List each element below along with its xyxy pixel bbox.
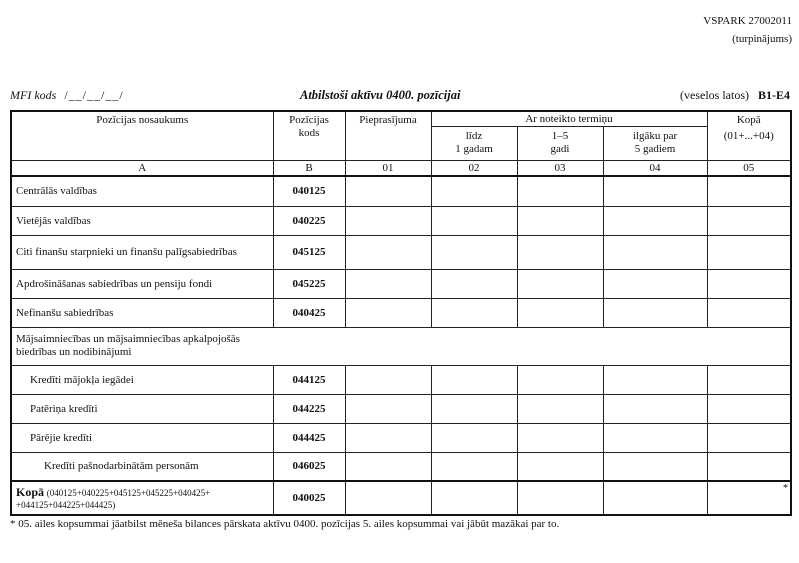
input-cell[interactable] [431, 235, 517, 269]
input-cell[interactable] [345, 235, 431, 269]
input-cell[interactable] [345, 452, 431, 481]
input-cell[interactable] [431, 481, 517, 515]
input-cell[interactable] [431, 176, 517, 206]
total-formula-line2: +044125+044225+044425) [16, 499, 116, 510]
input-cell[interactable] [603, 176, 707, 206]
section-heading: Mājsaimniecības un mājsaimniecības apkalpojošās biedrības un nodibinājumi [11, 327, 791, 365]
col-header-upto-1y: līdz 1 gadam [431, 127, 517, 161]
input-cell[interactable] [707, 269, 791, 298]
row-code: 045225 [273, 269, 345, 298]
col-letter: 01 [345, 161, 431, 177]
input-cell[interactable] [345, 481, 431, 515]
input-cell[interactable] [517, 365, 603, 394]
input-cell[interactable] [517, 481, 603, 515]
mfi-code [10, 88, 124, 103]
input-cell[interactable] [517, 235, 603, 269]
table-row-total [11, 481, 791, 515]
input-cell[interactable] [345, 206, 431, 235]
col-header-over-5y: ilgāku par 5 gadiem [603, 127, 707, 161]
col-letter: 04 [603, 161, 707, 177]
table-row [11, 423, 791, 452]
col-letter: 02 [431, 161, 517, 177]
mfi-label: MFI kods [10, 88, 57, 102]
input-cell[interactable] [603, 452, 707, 481]
input-cell[interactable] [345, 269, 431, 298]
row-code: 045125 [273, 235, 345, 269]
table-row [11, 394, 791, 423]
input-cell[interactable] [345, 298, 431, 327]
row-name: Citi finanšu starpnieki un finanšu palīgsabiedrības [11, 235, 273, 269]
col-header-1-5y: 1–5 gadi [517, 127, 603, 161]
table-row [11, 176, 791, 206]
input-cell[interactable] [603, 394, 707, 423]
total-label [11, 481, 273, 515]
row-code: 040425 [273, 298, 345, 327]
input-cell[interactable] [431, 269, 517, 298]
row-name: Pārējie kredīti [11, 423, 273, 452]
row-name: Centrālās valdības [11, 176, 273, 206]
input-cell[interactable] [517, 394, 603, 423]
input-cell[interactable] [345, 394, 431, 423]
col-letter: B [273, 161, 345, 177]
col-header-code: Pozīcijas kods [273, 111, 345, 161]
table-row [11, 269, 791, 298]
form-code-id: VSPARK 27002011 [703, 15, 792, 27]
row-name: Patēriņa kredīti [11, 394, 273, 423]
input-cell[interactable] [603, 365, 707, 394]
footnote: * 05. ailes kopsummai jāatbilst mēneša bilances pārskata aktīvu 0400. pozīcijas 5. ailes kopsummai vai jābūt mazākai par to. [10, 518, 560, 530]
input-cell[interactable] [707, 481, 791, 515]
input-cell[interactable] [345, 365, 431, 394]
input-cell[interactable] [431, 365, 517, 394]
row-name: Kredīti pašnodarbinātām personām [11, 452, 273, 481]
input-cell[interactable] [603, 269, 707, 298]
col-letter: A [11, 161, 273, 177]
units-label: (veselos latos) [680, 88, 749, 102]
form-code-continuation: (turpinājums) [732, 33, 792, 45]
col-letter: 05 [707, 161, 791, 177]
table-row [11, 298, 791, 327]
input-cell[interactable] [707, 206, 791, 235]
input-cell[interactable] [603, 235, 707, 269]
asset-table [10, 110, 792, 516]
table-row [11, 452, 791, 481]
row-code: 044225 [273, 394, 345, 423]
input-cell[interactable] [517, 269, 603, 298]
col-header-demand: Pieprasījuma [345, 111, 431, 161]
form-code [703, 12, 792, 48]
input-cell[interactable] [603, 298, 707, 327]
units-and-code [680, 88, 790, 103]
input-cell[interactable] [431, 423, 517, 452]
total-formula-line1: (040125+040225+045125+045225+040425+ [46, 487, 211, 498]
table-row-section [11, 327, 791, 365]
input-cell[interactable] [517, 206, 603, 235]
row-code: 040225 [273, 206, 345, 235]
input-cell[interactable] [431, 206, 517, 235]
input-cell[interactable] [345, 423, 431, 452]
input-cell[interactable] [603, 423, 707, 452]
col-letter: 03 [517, 161, 603, 177]
row-name: Nefinanšu sabiedrības [11, 298, 273, 327]
input-cell[interactable] [707, 394, 791, 423]
input-cell[interactable] [517, 176, 603, 206]
total-word: Kopā [16, 484, 45, 499]
input-cell[interactable] [603, 206, 707, 235]
input-cell[interactable] [707, 365, 791, 394]
input-cell[interactable] [517, 298, 603, 327]
row-name: Apdrošināšanas sabiedrības un pensiju fondi [11, 269, 273, 298]
total-code: 040025 [273, 481, 345, 515]
input-cell[interactable] [431, 394, 517, 423]
col-header-name: Pozīcijas nosaukums [11, 111, 273, 161]
input-cell[interactable] [517, 423, 603, 452]
table-row [11, 206, 791, 235]
row-name: Kredīti mājokļa iegādei [11, 365, 273, 394]
table-row [11, 235, 791, 269]
row-code: 040125 [273, 176, 345, 206]
input-cell[interactable] [707, 452, 791, 481]
input-cell[interactable] [603, 481, 707, 515]
table-row [11, 365, 791, 394]
input-cell[interactable] [707, 176, 791, 206]
input-cell[interactable] [707, 298, 791, 327]
row-code: 044425 [273, 423, 345, 452]
input-cell[interactable] [517, 452, 603, 481]
mfi-code-input[interactable]: /__/__/__/ [64, 88, 124, 102]
input-cell[interactable] [431, 298, 517, 327]
row-code: 044125 [273, 365, 345, 394]
table-code: B1-E4 [757, 88, 790, 102]
input-cell[interactable] [345, 176, 431, 206]
input-cell[interactable] [431, 452, 517, 481]
input-cell[interactable] [707, 423, 791, 452]
row-name: Vietējās valdības [11, 206, 273, 235]
row-code: 046025 [273, 452, 345, 481]
col-header-total: Kopā (01+...+04) [707, 111, 791, 161]
table-header-row [10, 88, 790, 108]
footnote-marker: * [783, 483, 789, 494]
col-header-fixed-term: Ar noteikto termiņu [431, 111, 707, 127]
input-cell[interactable] [707, 235, 791, 269]
table-title: Atbilstoši aktīvu 0400. pozīcijai [300, 88, 461, 102]
